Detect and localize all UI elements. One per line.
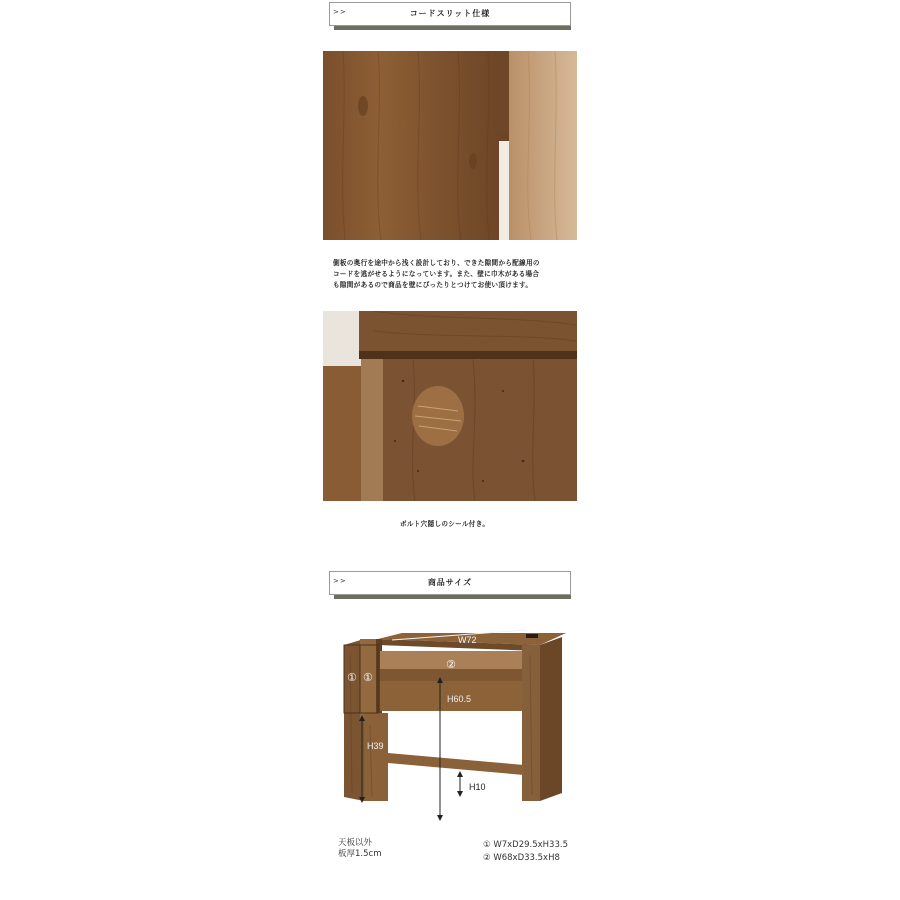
caption-cord-slit (333, 258, 583, 291)
desk-illustration (330, 625, 580, 825)
height-side-label: H39 (367, 741, 384, 751)
product-size-diagram (330, 625, 580, 825)
section-title: コードスリット仕様 (409, 9, 491, 18)
section-header-size (329, 571, 571, 595)
section-marker: >> (333, 577, 347, 585)
photo-cord-slit (323, 51, 577, 240)
caption-line: も隙間があるので商品を壁にぴったりとつけてお使い頂けます。 (333, 281, 533, 289)
part1-marker-left: ① (347, 671, 357, 684)
part1-marker-right: ① (363, 671, 373, 684)
photo-bolt-seal (323, 311, 577, 501)
part-size-list (483, 839, 568, 865)
wood-panel-slit-image (323, 51, 577, 240)
part2-marker: ② (446, 658, 456, 671)
caption-bolt-seal: ボルト穴隠しのシール付き。 (400, 520, 490, 528)
height-total-label: H60.5 (447, 694, 472, 704)
note-line: 板厚1.5cm (338, 849, 382, 859)
section-header-cord-slit (329, 2, 571, 26)
height-foot-label: H10 (469, 782, 486, 792)
caption-line: コードを逃がせるようになっています。また、壁に巾木がある場合 (333, 270, 540, 278)
caption-line: 側板の奥行を途中から浅く設計しており、できた隙間から配線用の (333, 259, 540, 267)
bolt-seal-image (323, 311, 577, 501)
section-title: 商品サイズ (427, 578, 473, 587)
note-line: 天板以外 (338, 838, 373, 848)
section-marker: >> (333, 8, 347, 16)
board-thickness-note (338, 838, 381, 860)
part-size-item: ② W68xD33.5xH8 (483, 853, 560, 863)
part-size-item: ① W7xD29.5xH33.5 (483, 840, 568, 850)
width-label: W72 (458, 635, 477, 645)
